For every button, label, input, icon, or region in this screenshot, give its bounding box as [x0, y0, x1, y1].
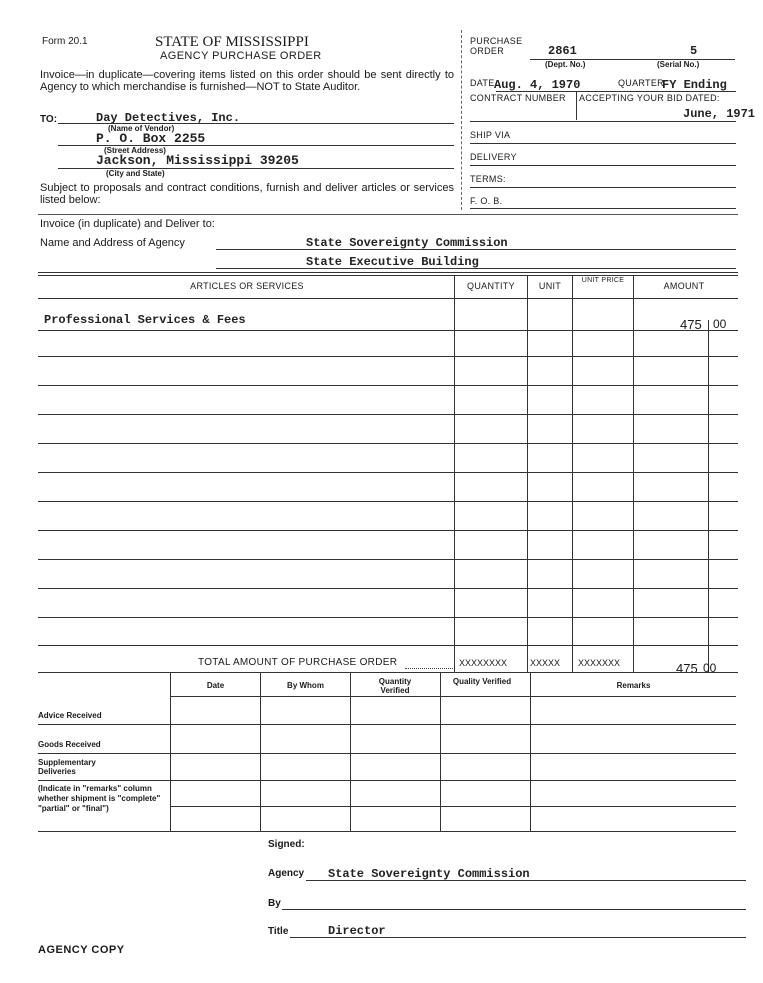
purchase-order-label: PURCHASE ORDER: [470, 36, 523, 56]
total-unit-mask: XXXXX: [530, 658, 561, 668]
vendor-name: Day Detectives, Inc.: [96, 111, 241, 125]
contract-number-label: CONTRACT NUMBER: [470, 93, 566, 103]
sig-by-label: By: [268, 898, 281, 909]
quarter-value: FY Ending: [662, 78, 727, 92]
date-value: Aug. 4, 1970: [494, 78, 581, 92]
serial-no-label: (Serial No.): [657, 60, 700, 69]
delivery-label: DELIVERY: [470, 152, 517, 162]
sig-title-label: Title: [268, 926, 289, 937]
serial-no-value: 5: [690, 44, 698, 58]
col-unit-price-header: UNIT PRICE: [581, 277, 625, 284]
form-number: Form 20.1: [42, 36, 88, 47]
receipt-col-quantity-verified: Quantity Verified: [378, 677, 412, 695]
row-advice-received: Advice Received: [38, 711, 102, 720]
col-articles-header: ARTICLES OR SERVICES: [190, 281, 304, 291]
fob-label: F. O. B.: [470, 196, 503, 206]
date-label: DATE: [470, 78, 495, 88]
vendor-name-label: (Name of Vendor): [108, 124, 175, 133]
ship-via-label: SHIP VIA: [470, 130, 511, 140]
row-goods-received: Goods Received: [38, 740, 101, 749]
sig-agency-value: State Sovereignty Commission: [328, 867, 530, 881]
terms-label: TERMS:: [470, 174, 506, 184]
total-cents: 00: [703, 661, 717, 675]
invoice-deliver-label: Invoice (in duplicate) and Deliver to:: [40, 218, 215, 230]
subject-text: Subject to proposals and contract conditions, furnish and deliver articles or services listed below:: [40, 182, 454, 206]
receipt-col-quality-verified: Quality Verified: [452, 677, 512, 686]
receipt-col-by-whom: By Whom: [287, 681, 324, 690]
row-remarks-instruction: (Indicate in "remarks" column whether shipment is "complete" "partial" or "final"): [38, 784, 161, 813]
row-supplementary-deliveries: Supplementary Deliveries: [38, 758, 96, 776]
form-title: AGENCY PURCHASE ORDER: [160, 50, 322, 62]
amount-cents: 00: [713, 317, 727, 331]
receipt-col-remarks: Remarks: [616, 681, 651, 690]
article-description: Professional Services & Fees: [44, 313, 246, 327]
bid-dated-value: June, 1971: [683, 107, 756, 121]
vendor-city-label: (City and State): [106, 169, 165, 178]
bid-dated-label: ACCEPTING YOUR BID DATED:: [579, 93, 720, 103]
col-amount-header: AMOUNT: [663, 281, 705, 291]
sig-agency-label: Agency: [268, 868, 305, 879]
col-quantity-header: QUANTITY: [467, 281, 515, 291]
vendor-city: Jackson, Mississippi 39205: [96, 153, 299, 168]
total-dollars: 475: [676, 661, 698, 676]
receipt-col-date: Date: [206, 681, 225, 690]
state-title: STATE OF MISSISSIPPI: [155, 34, 309, 50]
vendor-street-label: (Street Address): [104, 146, 166, 155]
agency-line-2: State Executive Building: [306, 255, 479, 269]
to-label: TO:: [40, 114, 58, 125]
dept-no-label: (Dept. No.): [545, 60, 586, 69]
total-label: TOTAL AMOUNT OF PURCHASE ORDER: [198, 657, 398, 668]
agency-line-1: State Sovereignty Commission: [306, 236, 508, 250]
quarter-label: QUARTER: [618, 78, 664, 88]
total-qty-mask: XXXXXXXX: [459, 658, 508, 668]
col-unit-header: UNIT: [538, 281, 562, 291]
sig-title-value: Director: [328, 924, 386, 938]
total-price-mask: XXXXXXX: [578, 658, 621, 668]
agency-name-address-label: Name and Address of Agency: [40, 237, 185, 249]
instructions-text: Invoice—in duplicate—covering items listed on this order should be sent directly to Agency to which merchandise is furnished—NOT to State Auditor.: [40, 69, 454, 93]
signed-label: Signed:: [268, 839, 305, 850]
amount-dollars: 475: [680, 317, 702, 332]
vendor-street: P. O. Box 2255: [96, 131, 206, 146]
header-divider: [461, 30, 462, 210]
agency-copy-footer: AGENCY COPY: [38, 944, 125, 956]
dept-no-value: 2861: [548, 44, 577, 58]
